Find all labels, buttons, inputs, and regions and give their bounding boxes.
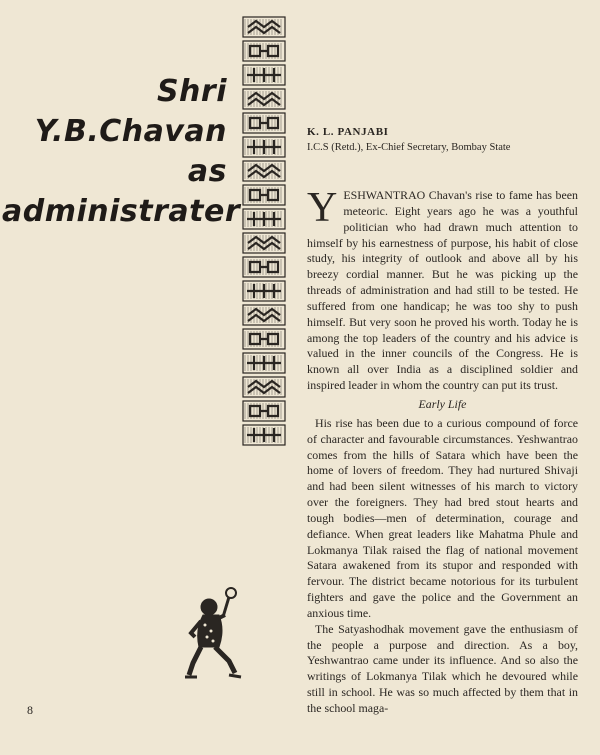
pattern-tile (243, 137, 285, 157)
paragraph-2: His rise has been due to a curious compound of force of character and favourable circumstances. Yeshwantrao comes from the hills of Satara which have been the home of lovers of freedom. They had nurtured Shivaji and had been silent witnesses of his march to victory over the foreigners. They had bred stout hearts and tough bodies—men of determination, courage and defiance. When great leaders like Mahatma Phule and Lokmanya Tilak raised the flag of national movement Satara awakened from its stupor and responded with fervour. The district became notorious for its turbulent fighters and gave the police and the Government an anxious time. (307, 415, 578, 620)
pattern-tile (243, 89, 285, 109)
pattern-tile (243, 329, 285, 349)
page-number: 8 (27, 703, 33, 717)
paragraph-1-text: ESHWANTRAO Chavan's rise to fame has been meteoric. Eight years ago he was a youthful politician who had drawn much attention to himself by his earnestness of purpose, his habit of close study, his integrity of outlook and above all by his breezy cordial manner. But he was picking up the threads of administration and had still to be tested. He suffered from one handicap; he was too shy to push himself. But very soon he proved his worth. Today he is among the top leaders of the country and his advice is valued in the inner councils of the Congress. He is known all over India as a disciplined soldier and inspired leader in whom the country can put its trust. (307, 188, 578, 393)
pattern-tile (243, 257, 285, 277)
pattern-tile (243, 425, 285, 445)
pattern-tile (243, 113, 285, 133)
author-name: K. L. PANJABI (307, 126, 389, 138)
decorative-pattern-graphic (242, 16, 286, 446)
section-heading: Early Life (418, 396, 467, 411)
decorative-pattern-strip (242, 16, 286, 446)
pattern-tile (243, 233, 285, 253)
dancer-drawing (185, 585, 245, 685)
article-title (2, 72, 241, 232)
pattern-tile (243, 281, 285, 301)
title-line-1: Shri (156, 74, 227, 109)
pattern-tile (243, 65, 285, 85)
byline (307, 124, 587, 155)
drop-cap: Y (307, 185, 338, 231)
pattern-tile (243, 305, 285, 325)
pattern-tile (243, 161, 285, 181)
pattern-tile (243, 41, 285, 61)
pattern-tile (243, 17, 285, 37)
title-line-3: as (187, 154, 227, 189)
paragraph-1 (307, 185, 578, 394)
folk-dancer-illustration (185, 585, 245, 685)
pattern-tile (243, 401, 285, 421)
author-designation: I.C.S (Retd.), Ex-Chief Secretary, Bombay State (307, 142, 511, 153)
title-line-4: administrater (2, 194, 241, 229)
pattern-tile (243, 185, 285, 205)
paragraph-3: The Satyashodhak movement gave the enthusiasm of the people a purpose and direction. As a boy, Yeshwantrao came under its influence. And so also the writings of Lokmanya Tilak which he devoured while still in school. He was so much affected by them that in the school maga- (307, 621, 578, 715)
title-line-2: Y.B.Chavan (34, 114, 227, 149)
pattern-tile (243, 377, 285, 397)
pattern-tile (243, 209, 285, 229)
article-body (307, 185, 578, 717)
pattern-tile (243, 353, 285, 373)
